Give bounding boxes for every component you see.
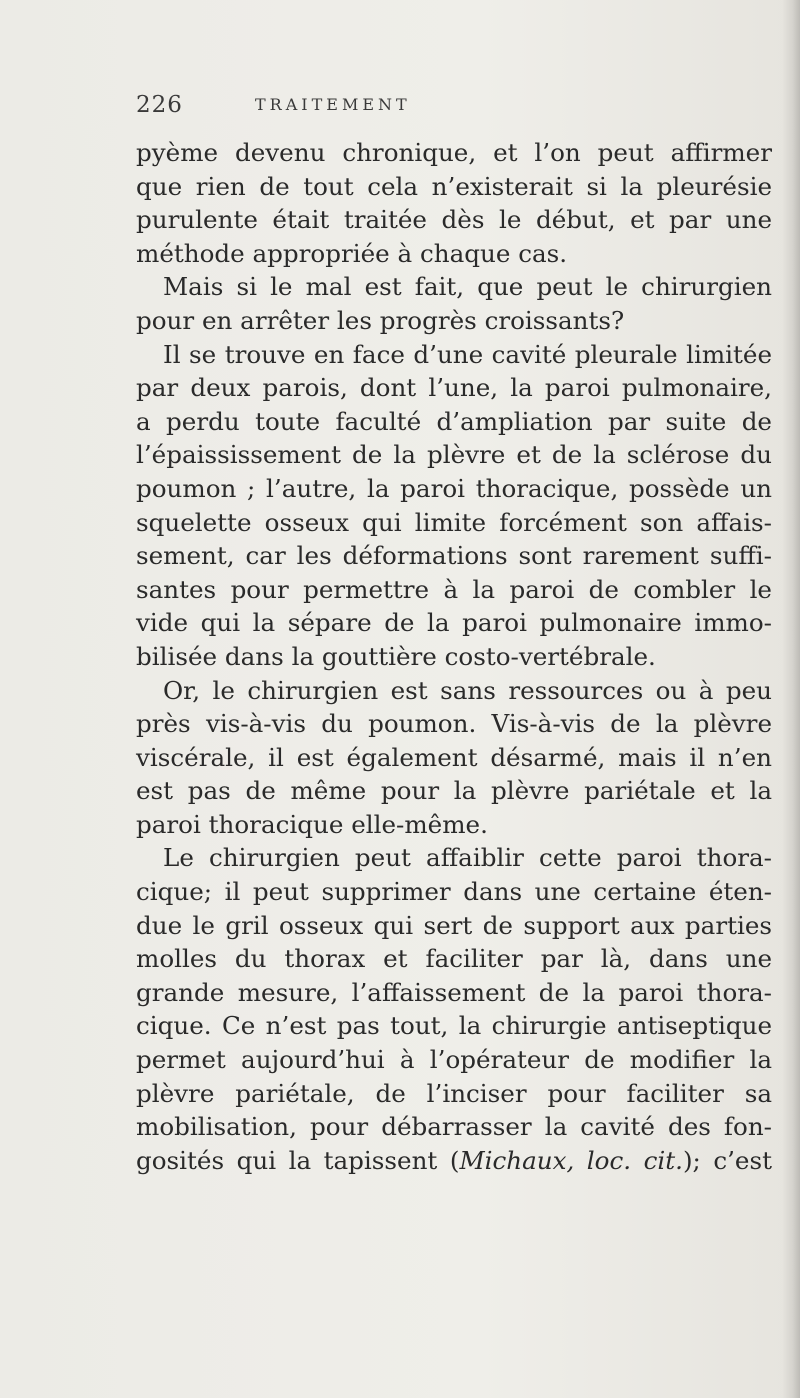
text-line: grande mesure, l’affaissement de la paroi thora-	[136, 977, 772, 1007]
text-line: due le gril osseux qui sert de support aux parties	[136, 910, 772, 940]
text-line: Il se trouve en face d’une cavité pleurale limitée	[163, 339, 772, 369]
page-header	[136, 92, 756, 122]
text-line: près vis-à-vis du poumon. Vis-à-vis de la plèvre	[136, 709, 772, 739]
text-line: cique. Ce n’est pas tout, la chirurgie antiseptique	[136, 1011, 772, 1041]
text-line: viscérale, il est également désarmé, mais il n’en	[136, 742, 772, 772]
text-line: poumon ; l’autre, la paroi thoracique, possède un	[136, 473, 772, 503]
text-line: pour en arrêter les progrès croissants?	[136, 305, 625, 335]
running-head: TRAITEMENT	[255, 95, 411, 114]
text-line: permet aujourd’hui à l’opérateur de modifier la	[136, 1045, 772, 1075]
text-line: purulente était traitée dès le début, et par une	[136, 205, 772, 235]
text-line: santes pour permettre à la paroi de combler le	[136, 574, 772, 604]
text-line: cique; il peut supprimer dans une certaine éten-	[136, 877, 772, 907]
text-line: méthode appropriée à chaque cas.	[136, 238, 568, 268]
text-line: que rien de tout cela n’existerait si la pleurésie	[136, 171, 772, 201]
text-line: est pas de même pour la plèvre pariétale et la	[136, 776, 772, 806]
text-line: Mais si le mal est fait, que peut le chirurgien	[163, 272, 772, 302]
citation-reference: Michaux, loc. cit.	[459, 1145, 683, 1175]
text-line: plèvre pariétale, de l’inciser pour faciliter sa	[136, 1078, 772, 1108]
text-line: l’épaississement de la plèvre et de la sclérose du	[136, 440, 772, 470]
text-line-final	[136, 1144, 772, 1178]
text-line: mobilisation, pour débarrasser la cavité des fon-	[136, 1112, 772, 1142]
text-line: vide qui la sépare de la paroi pulmonaire immo-	[136, 608, 772, 638]
page-edge-shadow	[782, 0, 800, 1398]
text-line: paroi thoracique elle-même.	[136, 809, 488, 839]
text-line: bilisée dans la gouttière costo-vertébrale.	[136, 641, 656, 671]
text-line: Or, le chirurgien est sans ressources ou à peu	[163, 675, 772, 705]
body-text	[136, 136, 772, 1177]
text-line: par deux parois, dont l’une, la paroi pulmonaire,	[136, 373, 772, 403]
text-line: Le chirurgien peut affaiblir cette paroi thora-	[163, 843, 772, 873]
final-line-start: gosités qui la tapissent (	[136, 1145, 460, 1175]
text-line: pyème devenu chronique, et l’on peut affirmer	[136, 138, 772, 167]
text-line: sement, car les déformations sont rarement suffi-	[136, 541, 772, 571]
text-line: squelette osseux qui limite forcément son affais-	[136, 507, 772, 537]
final-line-end: ); c’est	[682, 1145, 772, 1175]
text-line: a perdu toute faculté d’ampliation par suite de	[136, 406, 772, 436]
text-line: molles du thorax et faciliter par là, dans une	[136, 944, 772, 974]
page-number: 226	[136, 92, 183, 118]
